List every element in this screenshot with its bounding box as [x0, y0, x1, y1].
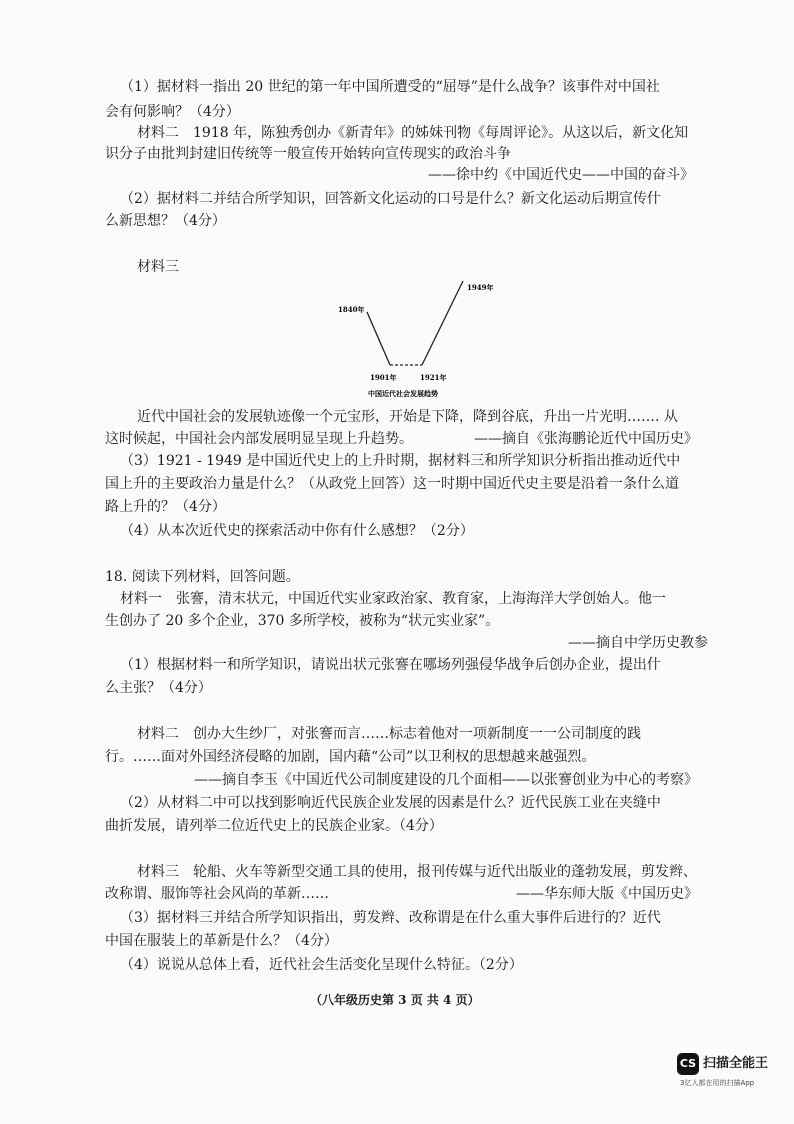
q17-material3-line1: 近代中国社会的发展轨迹像一个元宝形，开始是下降，降到谷底，升出一片光明……. 从: [137, 409, 678, 425]
q17-3-line3: 路上升的？（4分）: [105, 499, 226, 515]
q17-2-line2: 么新思想？（4分）: [105, 213, 226, 229]
q18-3-line1: （3）据材料三并结合所学知识指出，剪发辫、改称谓是在什么重大事件后进行的？近代: [120, 910, 661, 926]
q18-material1-line1: 材料一 张謇，清末状元，中国近代实业家政治家、教育家，上海海洋大学创始人。他一: [120, 591, 666, 607]
camscanner-logo-icon: CS: [677, 1053, 699, 1075]
q18-2-line1: （2）从材料二中可以找到影响近代民族企业发展的因素是什么？近代民族工业在夹缝中: [120, 795, 661, 811]
q18-material1-source: ——摘自中学历史教参: [568, 635, 708, 651]
q18-material3-line2: 改称谓、服饰等社会风尚的革新……: [105, 886, 329, 902]
q17-material2-line2: 识分子由批判封建旧传统等一般宣传开始转向宣传现实的政治斗争: [105, 146, 511, 162]
q17-1-line1: （1）据材料一指出 20 世纪的第一年中国所遭受的“屈辱”是什么战争？该事件对中国社: [120, 79, 660, 95]
q17-4: （4）从本次近代史的探索活动中你有什么感想？（2分）: [120, 523, 474, 539]
decline-line: [367, 312, 390, 365]
q18-material2-source: ——摘自李玉《中国近代公司制度建设的几个面相——以张謇创业为中心的考察》: [194, 772, 698, 788]
development-trend-diagram: [325, 275, 505, 405]
q18-material1-line2: 生创办了 20 多个企业，370 多所学校，被称为“状元实业家”。: [105, 613, 500, 629]
q17-1-line2: 会有何影响？（4分）: [105, 104, 240, 120]
q17-material2-source: ——徐中约《中国近代史——中国的奋斗》: [428, 167, 694, 183]
label-1901: 1901年: [370, 373, 397, 382]
q17-3-line1: （3）1921 - 1949 是中国近代史上的上升时期，据材料三和所学知识分析指出推动近代中: [120, 453, 681, 469]
q18-4: （4）说说从总体上看，近代社会生活变化呈现什么特征。（2分）: [120, 957, 523, 973]
q17-3-line2: 国上升的主要政治力量是什么？（从政党上回答）这一时期中国近代史主要是沿着一条什么道: [105, 476, 679, 492]
q17-2-line1: （2）据材料二并结合所学知识，回答新文化运动的口号是什么？新文化运动后期宣传什: [120, 191, 661, 207]
q17-material2-line1: 材料二 1918 年，陈独秀创办《新青年》的姊妹刊物《每周评论》。从这以后，新文化知: [137, 125, 689, 141]
camscanner-tagline: 3亿人都在用的扫描App: [680, 1079, 755, 1087]
q17-material3-source: ——摘自《张海鹏论近代中国历史》: [474, 431, 698, 447]
label-1921: 1921年: [420, 373, 447, 382]
q18-material3-source: ——华东师大版《中国历史》: [516, 886, 698, 902]
diagram-caption: 中国近代社会发展趋势: [368, 389, 438, 398]
q18-material2-line1: 材料二 创办大生纱厂，对张謇而言……标志着他对一项新制度一一公司制度的践: [137, 726, 641, 742]
q18-3-line2: 中国在服装上的革新是什么？（4分）: [105, 933, 338, 949]
label-1949: 1949年: [467, 283, 494, 292]
q18-heading: 18. 阅读下列材料，回答问题。: [105, 569, 300, 585]
q18-material2-line2: 行。……面对外国经济侵略的加剧，国内藉“公司”以卫利权的思想越来越强烈。: [105, 749, 596, 765]
label-1840: 1840年: [338, 305, 365, 314]
q18-2-line2: 曲折发展，请列举二位近代史上的民族企业家。（4分）: [105, 818, 443, 834]
q18-1-line1: （1）根据材料一和所学知识，请说出状元张謇在哪场列强侵华战争后创办企业，提出什: [120, 657, 661, 673]
q17-material3-title: 材料三: [137, 259, 179, 275]
q18-material3-line1: 材料三 轮船、火车等新型交通工具的使用，报刊传媒与近代出版业的蓬勃发展，剪发辫、: [137, 864, 697, 880]
rise-line: [422, 281, 463, 365]
page-footer: （八年级历史第 3 页 共 4 页）: [310, 993, 480, 1007]
q17-material3-line2: 这时候起，中国社会内部发展明显呈现上升趋势。: [105, 431, 413, 447]
q18-1-line2: 么主张？（4分）: [105, 680, 212, 696]
camscanner-name: 扫描全能王: [703, 1056, 769, 1071]
